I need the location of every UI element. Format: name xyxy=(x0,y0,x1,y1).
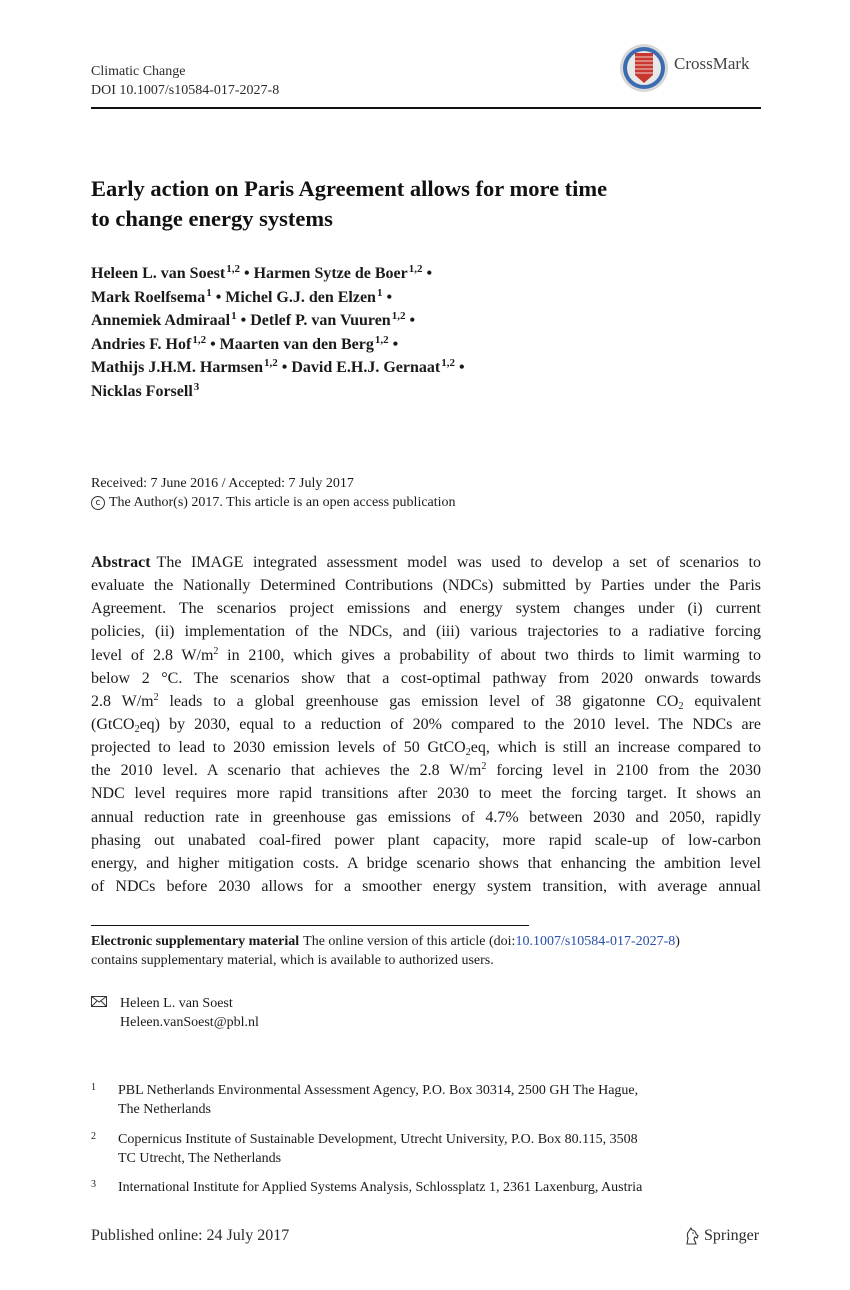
contact-name: Heleen L. van Soest xyxy=(120,996,233,1011)
author-line xyxy=(91,356,761,380)
author-name[interactable]: Mathijs J.H.M. Harmsen xyxy=(91,359,263,376)
author-name[interactable]: Heleen L. van Soest xyxy=(91,265,226,282)
author-line xyxy=(91,286,761,310)
title-line-2: to change energy systems xyxy=(91,206,333,231)
author-separator: • xyxy=(206,335,216,353)
superscript: 2 xyxy=(213,645,219,657)
author-name[interactable]: Michel G.J. den Elzen xyxy=(225,288,376,306)
author-affiliation-mark: 1,2 xyxy=(374,333,389,346)
abstract-line: Agreement. The scenarios project emissions and energy system changes under (i) current xyxy=(91,600,761,618)
abstract-line: policies, (ii) implementation of the NDCs, and (iii) various trajectories to a radiative forcing xyxy=(91,623,761,641)
abstract-text: equivalent xyxy=(694,692,762,710)
abstract-text: eq, which is still an increase compared to xyxy=(470,739,761,757)
esm-text: ) xyxy=(675,934,680,949)
supplementary-material-note xyxy=(91,932,761,970)
abstract-text: 2.8 W/m xyxy=(91,692,154,710)
journal-doi[interactable]: DOI 10.1007/s10584-017-2027-8 xyxy=(91,83,280,98)
author-separator: • xyxy=(236,312,247,329)
author-affiliation-mark: 1 xyxy=(206,286,212,299)
esm-text: The online version of this article (doi: xyxy=(303,934,516,949)
author-name[interactable]: Nicklas Forsell xyxy=(91,382,193,400)
abstract-text: in 2100, which gives a probability of about two thirds to limit warming to xyxy=(227,646,761,664)
author-affiliation-mark: 1,2 xyxy=(391,310,406,322)
affiliation-line: TC Utrecht, The Netherlands xyxy=(118,1151,282,1166)
abstract-line xyxy=(91,551,761,574)
copyright-text: The Author(s) 2017. This article is an open access publication xyxy=(109,495,456,510)
author-separator: • xyxy=(422,265,433,282)
author-line xyxy=(91,262,761,286)
author-separator: • xyxy=(239,265,250,282)
abstract-text: projected to lead to 2030 emission levels of 50 GtCO xyxy=(91,739,466,757)
esm-label: Electronic supplementary material xyxy=(91,934,300,949)
author-affiliation-mark: 3 xyxy=(193,380,200,393)
subscript: 2 xyxy=(134,723,140,735)
author-name[interactable]: Andries F. Hof xyxy=(91,335,192,353)
journal-header xyxy=(91,62,279,100)
author-separator: • xyxy=(405,312,416,329)
author-name[interactable]: Harmen Sytze de Boer xyxy=(253,265,408,282)
esm-doi-link[interactable]: 10.1007/s10584-017-2027-8 xyxy=(515,934,676,949)
crossmark-label: CrossMark xyxy=(674,54,750,73)
author-line xyxy=(91,309,761,333)
abstract-text: the 2010 level. A scenario that achieves the 2.8 W/m xyxy=(91,762,482,780)
affiliation-line: Copernicus Institute of Sustainable Development, Utrecht University, P.O. Box 80.115, 3508 xyxy=(118,1132,638,1147)
author-line xyxy=(91,333,761,357)
author-separator: • xyxy=(388,335,399,353)
author-affiliation-mark: 1 xyxy=(376,286,383,299)
published-date: Published online: 24 July 2017 xyxy=(91,1227,290,1244)
abstract-text: leads to a global greenhouse gas emission level of 38 gigatonne CO xyxy=(169,692,679,710)
abstract-text: eq) by 2030, equal to a reduction of 20% compared to the 2010 level. The NDCs are xyxy=(139,715,761,733)
springer-horse-icon xyxy=(684,1227,700,1245)
contact-email[interactable]: Heleen.vanSoest@pbl.nl xyxy=(120,1015,259,1030)
author-affiliation-mark: 1,2 xyxy=(192,333,207,346)
header-rule xyxy=(91,107,761,109)
abstract-line xyxy=(91,690,761,713)
author-name[interactable]: David E.H.J. Gernaat xyxy=(291,359,441,376)
crossmark-badge[interactable] xyxy=(619,40,750,96)
affiliation-text xyxy=(118,1081,638,1119)
abstract-line xyxy=(91,713,761,736)
abstract-line xyxy=(91,644,761,667)
affiliation-number: 1 xyxy=(91,1082,96,1093)
affiliation-number: 3 xyxy=(91,1179,96,1190)
affiliation-line: The Netherlands xyxy=(118,1102,211,1117)
author-separator: • xyxy=(454,359,465,376)
superscript: 2 xyxy=(153,691,159,703)
esm-line: contains supplementary material, which is available to authorized users. xyxy=(91,953,494,968)
author-affiliation-mark: 1,2 xyxy=(408,263,423,275)
author-name[interactable]: Mark Roelfsema xyxy=(91,288,206,306)
abstract-line: phasing out unabated coal-fired power plant capacity, more rapid scale-up of low-carbon xyxy=(91,831,761,849)
journal-name: Climatic Change xyxy=(91,64,186,79)
author-affiliation-mark: 1,2 xyxy=(263,357,278,369)
author-list xyxy=(91,262,761,403)
author-affiliation-mark: 1 xyxy=(231,310,237,322)
affiliation-text xyxy=(118,1130,638,1168)
crossmark-icon xyxy=(619,43,669,93)
envelope-icon[interactable] xyxy=(91,996,107,1007)
abstract-line xyxy=(91,759,761,782)
received-accepted: Received: 7 June 2016 / Accepted: 7 July 2017 xyxy=(91,476,354,491)
affiliation-number: 2 xyxy=(91,1131,96,1142)
author-affiliation-mark: 1,2 xyxy=(226,263,240,275)
subscript: 2 xyxy=(678,700,684,712)
abstract-line xyxy=(91,736,761,759)
title-line-1: Early action on Paris Agreement allows for more time xyxy=(91,176,608,201)
author-name[interactable]: Maarten van den Berg xyxy=(219,335,374,353)
copyright-line xyxy=(91,493,456,512)
abstract-label: Abstract xyxy=(91,554,151,571)
author-name[interactable]: Detlef P. van Vuuren xyxy=(250,312,391,329)
abstract-line: energy, and higher mitigation costs. A bridge scenario shows that enhancing the ambition level xyxy=(91,854,761,872)
author-name[interactable]: Annemiek Admiraal xyxy=(91,312,231,329)
abstract-line: evaluate the Nationally Determined Contributions (NDCs) submitted by Parties under the Paris xyxy=(91,577,761,595)
esm-line xyxy=(91,932,761,951)
superscript: 2 xyxy=(481,761,487,773)
abstract-line: of NDCs before 2030 allows for a smoother energy system transition, with average annual xyxy=(91,877,761,895)
article-title xyxy=(91,174,761,234)
contact-block xyxy=(120,994,259,1032)
copyright-icon: c xyxy=(91,496,105,510)
abstract xyxy=(91,551,761,898)
affiliation-line: PBL Netherlands Environmental Assessment Agency, P.O. Box 30314, 2500 GH The Hague, xyxy=(118,1083,639,1098)
article-dates xyxy=(91,474,456,512)
affiliation-text xyxy=(118,1178,642,1197)
abstract-line: below 2 °C. The scenarios show that a cost-optimal pathway from 2020 onwards towards xyxy=(91,669,761,687)
abstract-text: The IMAGE integrated assessment model was used to develop a set of scenarios to xyxy=(156,554,761,571)
footnote-rule xyxy=(91,925,529,926)
abstract-text: forcing level in 2100 from the 2030 xyxy=(496,762,762,780)
affiliation-line: International Institute for Applied Systems Analysis, Schlossplatz 1, 2361 Laxenburg, Austria xyxy=(118,1180,643,1195)
author-separator: • xyxy=(382,288,393,306)
article-first-page xyxy=(91,0,761,1290)
author-line xyxy=(91,380,761,404)
publisher-logo[interactable] xyxy=(684,1225,759,1247)
publisher-name: Springer xyxy=(704,1227,760,1244)
abstract-text: level of 2.8 W/m xyxy=(91,646,214,664)
author-separator: • xyxy=(277,359,288,376)
subscript: 2 xyxy=(465,747,471,759)
abstract-text: (GtCO xyxy=(91,715,135,733)
author-separator: • xyxy=(211,288,222,306)
abstract-line: NDC level requires more rapid transitions after 2030 to meet the forcing target. It shows an xyxy=(91,785,761,803)
author-affiliation-mark: 1,2 xyxy=(441,357,455,369)
abstract-line: annual reduction rate in greenhouse gas emissions of 4.7% between 2030 and 2050, rapidly xyxy=(91,808,761,826)
